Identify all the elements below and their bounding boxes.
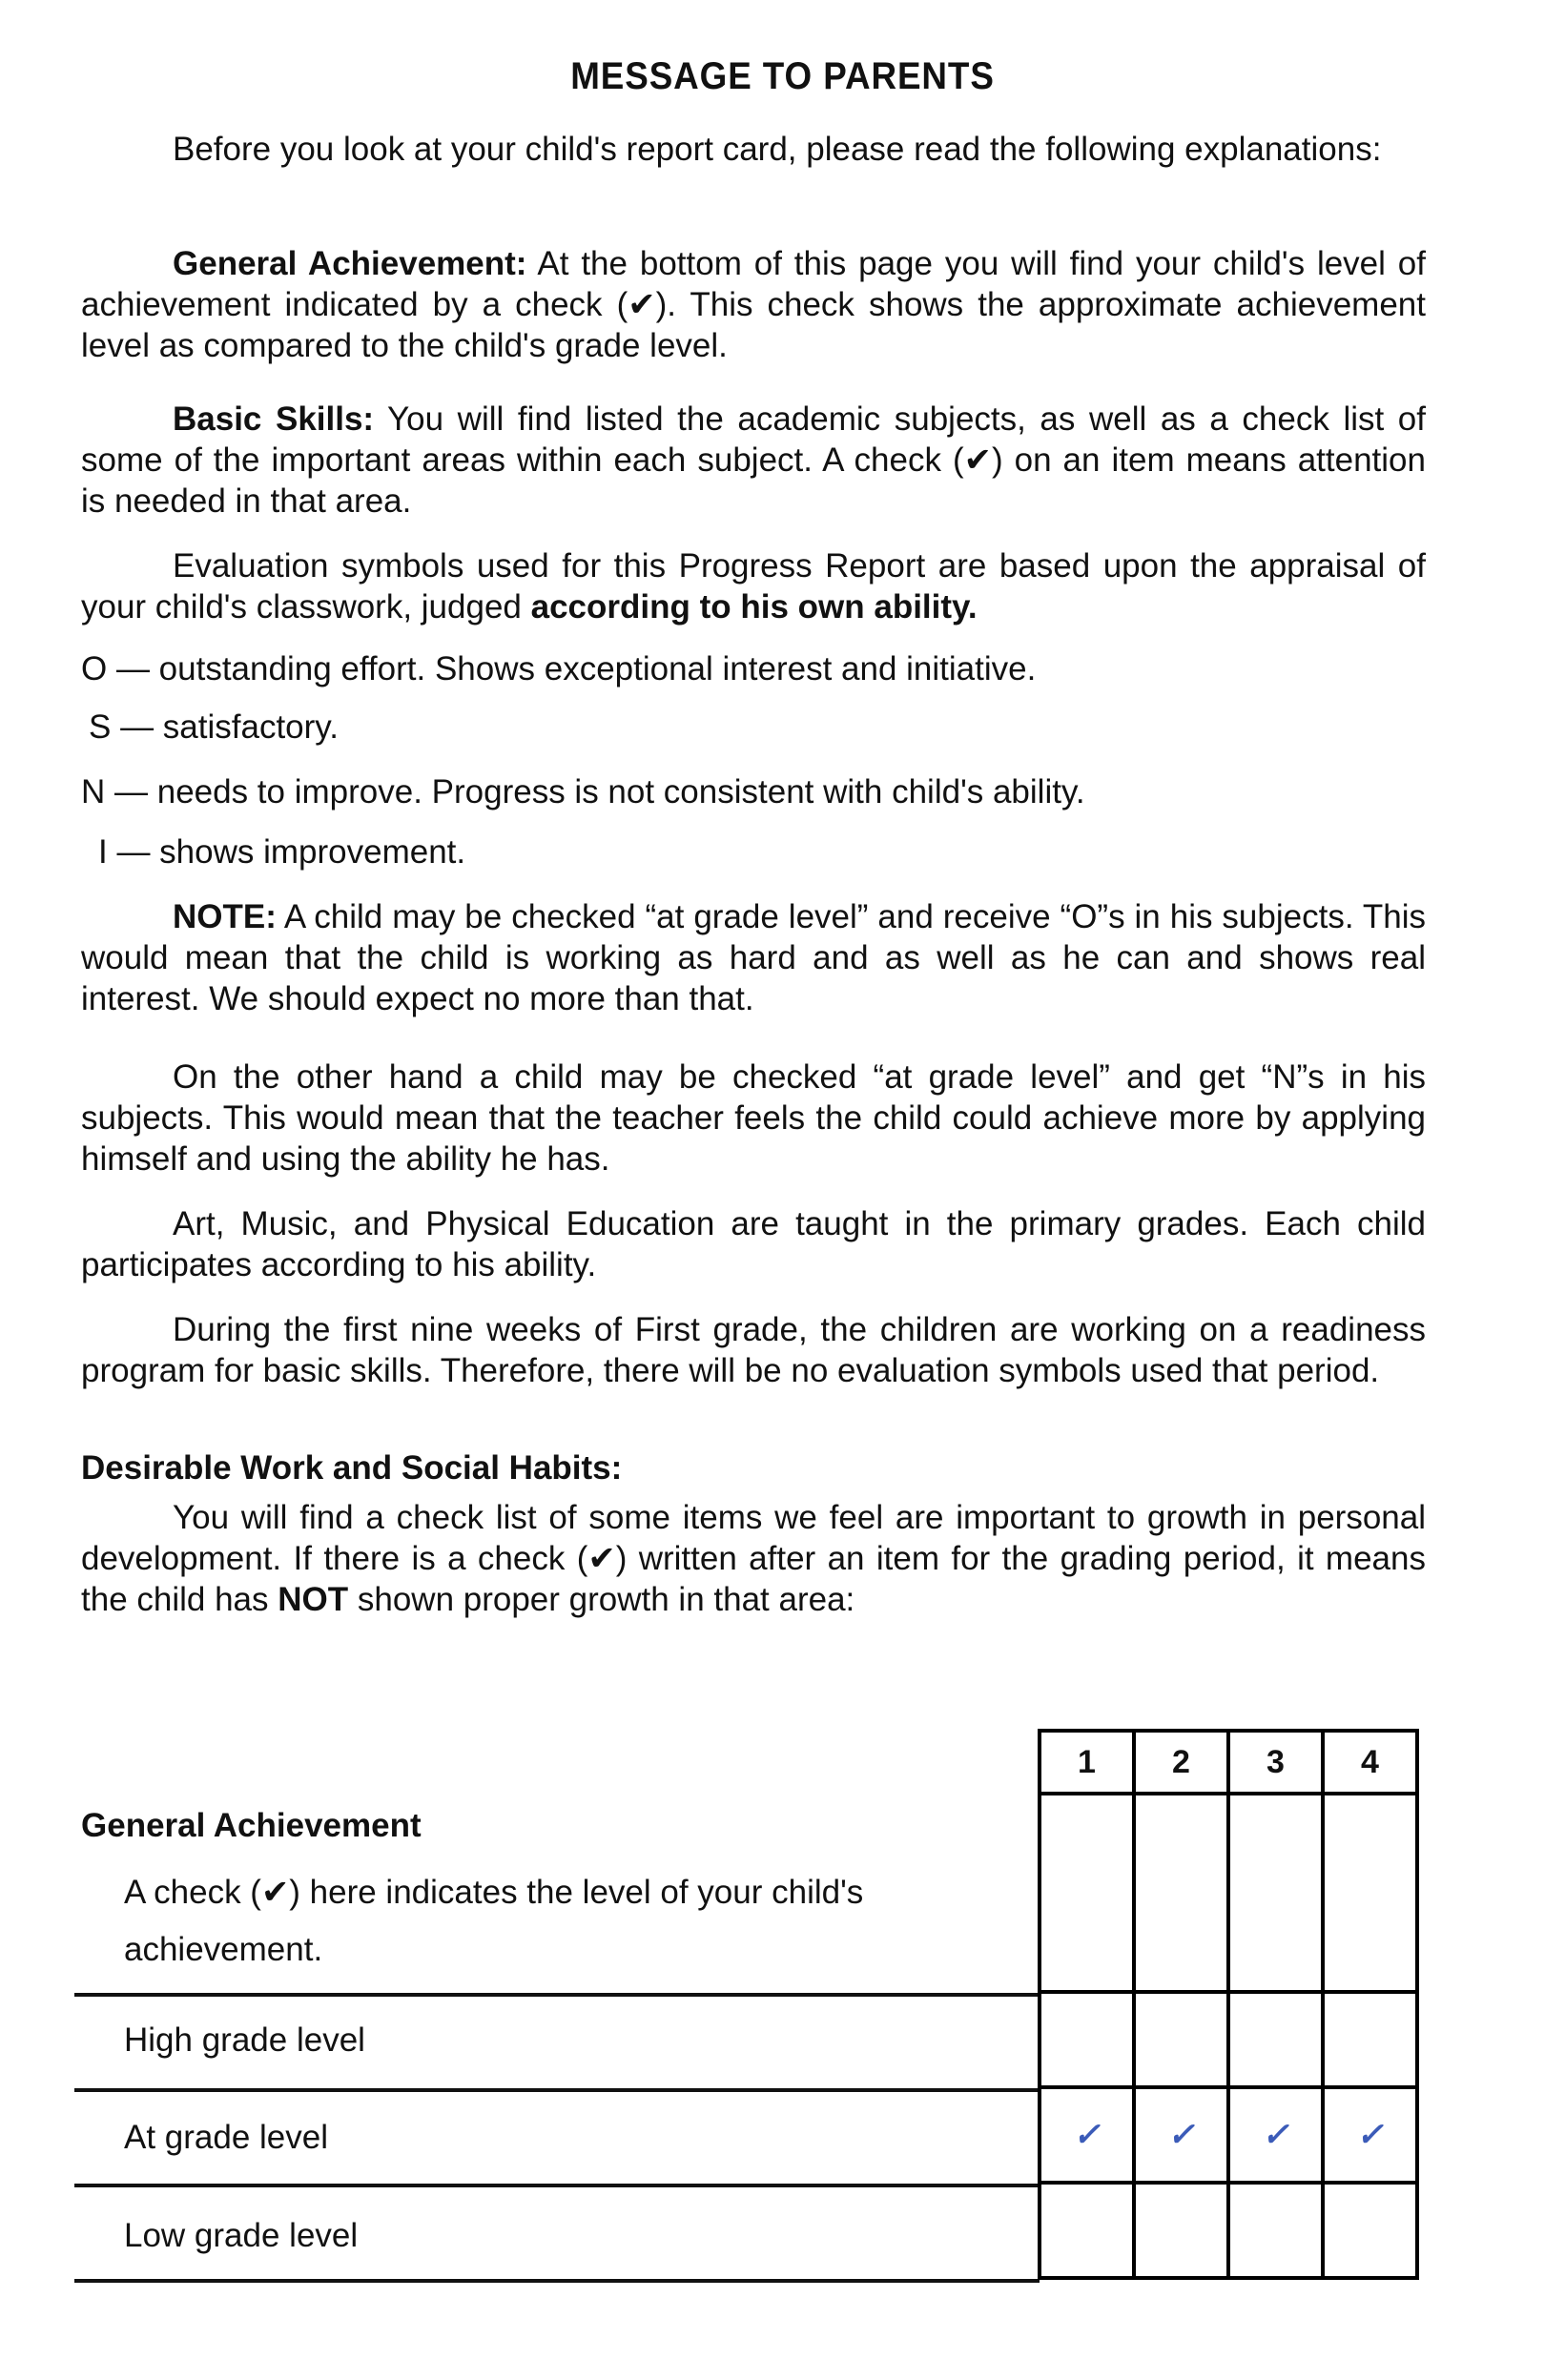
habits-not: NOT bbox=[278, 1581, 349, 1618]
high-cell-4[interactable] bbox=[1323, 1992, 1417, 2087]
check-mark-icon[interactable]: ✓ bbox=[1134, 2087, 1228, 2183]
habits-text-a: You will find a check list of some items we feel are important to growth in personal development. If there is a check (✔) written after an item for the grading period, it means the child has bbox=[81, 1499, 1426, 1618]
achievement-grid bbox=[1038, 1729, 1419, 2280]
note-heading: NOTE: bbox=[173, 898, 277, 935]
page-title: MESSAGE TO PARENTS bbox=[570, 55, 995, 97]
row-label-at: At grade level bbox=[124, 2119, 329, 2156]
other-hand-text: On the other hand a child may be checked “at grade level” and get “N”s in his subjects. This would mean that the teacher feels the child could achieve more by applying himself and using the ability he has. bbox=[81, 1058, 1426, 1178]
achievement-section-title: General Achievement bbox=[81, 1807, 422, 1844]
row-divider bbox=[74, 2184, 1040, 2187]
evaluation-text: Evaluation symbols used for this Progress Report are based upon the appraisal of your child's classwork, judged bbox=[81, 547, 1426, 626]
basic-skills-paragraph bbox=[81, 399, 1426, 522]
art-music-text: Art, Music, and Physical Education are taught in the primary grades. Each child participates according to his ability. bbox=[81, 1205, 1426, 1283]
note-text: A child may be checked “at grade level” and receive “O”s in his subjects. This would mean that the child is working as hard and as well as he can and shows real interest. We should expect no more than that. bbox=[81, 898, 1426, 1017]
achievement-section-desc: A check (✔) here indicates the level of your child's achievement. bbox=[124, 1874, 864, 1968]
grid-cell[interactable] bbox=[1323, 1794, 1417, 1992]
low-cell-3[interactable] bbox=[1228, 2183, 1323, 2278]
check-mark-icon[interactable]: ✓ bbox=[1228, 2087, 1323, 2183]
low-cell-1[interactable] bbox=[1040, 2183, 1134, 2278]
at-grade-row bbox=[1040, 2087, 1417, 2183]
symbol-legend bbox=[81, 648, 1426, 872]
grid-cell[interactable] bbox=[1040, 1794, 1134, 1992]
general-achievement-text: At the bottom of this page you will find your child's level of achievement indicated by a check (✔). This check shows the approximate achievement level as compared to the child's grade level. bbox=[81, 245, 1426, 364]
intro-text: Before you look at your child's report card, please read the following explanations: bbox=[173, 131, 1382, 168]
low-grade-row bbox=[1040, 2183, 1417, 2278]
habits-text-b: shown proper growth in that area: bbox=[348, 1581, 855, 1618]
note-paragraph bbox=[81, 896, 1426, 1019]
period-2-header: 2 bbox=[1134, 1731, 1228, 1794]
period-4-header: 4 bbox=[1323, 1731, 1417, 1794]
general-achievement-heading: General Achievement: bbox=[173, 245, 527, 282]
habits-heading: Desirable Work and Social Habits: bbox=[81, 1449, 623, 1487]
first-weeks-paragraph bbox=[81, 1309, 1426, 1391]
row-divider bbox=[74, 2088, 1040, 2092]
period-header-row bbox=[1040, 1731, 1417, 1794]
low-cell-4[interactable] bbox=[1323, 2183, 1417, 2278]
grid-cell[interactable] bbox=[1228, 1794, 1323, 1992]
symbol-i: I — shows improvement. bbox=[98, 833, 466, 871]
check-mark-icon[interactable]: ✓ bbox=[1040, 2087, 1134, 2183]
symbol-n: N — needs to improve. Progress is not consistent with child's ability. bbox=[81, 773, 1085, 810]
symbol-o: O — outstanding effort. Shows exceptional interest and initiative. bbox=[81, 650, 1037, 687]
period-3-header: 3 bbox=[1228, 1731, 1323, 1794]
row-label-low: Low grade level bbox=[124, 2217, 359, 2254]
low-cell-2[interactable] bbox=[1134, 2183, 1228, 2278]
first-weeks-text: During the first nine weeks of First grade, the children are working on a readiness program for basic skills. Therefore, there will be no evaluation symbols used that period. bbox=[81, 1311, 1426, 1389]
evaluation-bold: according to his own ability. bbox=[530, 588, 978, 626]
general-achievement-row bbox=[1040, 1794, 1417, 1992]
evaluation-paragraph bbox=[81, 545, 1426, 627]
high-cell-2[interactable] bbox=[1134, 1992, 1228, 2087]
symbol-s: S — satisfactory. bbox=[89, 708, 339, 746]
period-1-header: 1 bbox=[1040, 1731, 1134, 1794]
high-cell-3[interactable] bbox=[1228, 1992, 1323, 2087]
high-grade-row bbox=[1040, 1992, 1417, 2087]
other-hand-paragraph bbox=[81, 1057, 1426, 1180]
row-divider bbox=[74, 2279, 1040, 2283]
high-cell-1[interactable] bbox=[1040, 1992, 1134, 2087]
basic-skills-text: You will find listed the academic subjects, as well as a check list of some of the important areas within each subject. A check (✔) on an item means attention is needed in that area. bbox=[81, 400, 1426, 520]
art-music-paragraph bbox=[81, 1203, 1426, 1285]
row-divider bbox=[74, 1993, 1040, 1997]
basic-skills-heading: Basic Skills: bbox=[173, 400, 375, 438]
intro-paragraph bbox=[81, 129, 1426, 170]
check-mark-icon[interactable]: ✓ bbox=[1323, 2087, 1417, 2183]
row-label-high: High grade level bbox=[124, 2021, 365, 2059]
habits-paragraph bbox=[81, 1497, 1426, 1620]
general-achievement-paragraph bbox=[81, 243, 1426, 366]
grid-cell[interactable] bbox=[1134, 1794, 1228, 1992]
